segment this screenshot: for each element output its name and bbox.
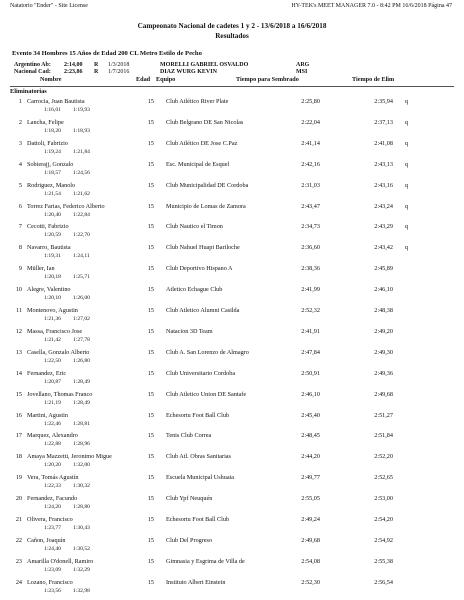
split-time: 1:20,87 <box>44 378 61 385</box>
team-name: Club Ypf Neuquén <box>166 495 213 503</box>
swimmer-age: 15 <box>147 307 154 314</box>
place-number: 6 <box>18 202 22 210</box>
split-time: 1:23,77 <box>44 525 61 531</box>
team-name: Escuela Municipal Ushuaia <box>166 474 235 482</box>
seed-time: 2:22,04 <box>301 118 320 126</box>
column-team-header: Equipo <box>156 76 176 83</box>
final-time: 2:52,65 <box>374 474 393 482</box>
swimmer-name: Rodriguez, Manolo <box>27 181 76 189</box>
result-row <box>10 389 454 409</box>
swimmer-name: Cecotti, Fabrizio <box>27 223 69 231</box>
swimmer-name: Cañon, Joaquín <box>27 536 66 544</box>
result-row <box>10 514 454 534</box>
swimmer-age: 15 <box>147 286 154 294</box>
swimmer-name: Sobierajj, Gonzalo <box>27 160 74 168</box>
swimmer-name: Lancha, Felipe <box>27 118 64 126</box>
team-name: Club Atletico Union DE Santafe <box>166 390 247 398</box>
place-number: 17 <box>15 432 22 440</box>
swimmer-name: Fernandez, Eric <box>27 369 67 377</box>
team-name: Natacion 3D Team <box>166 327 213 335</box>
swimmer-age: 15 <box>147 536 154 544</box>
swimmer-age: 15 <box>147 474 154 482</box>
team-name: Atletico Echague Club <box>166 286 223 294</box>
swimmer-name: Vera, Tomás Agustín <box>27 474 79 482</box>
split-time: 1:26,00 <box>73 295 90 302</box>
place-number: 2 <box>18 118 22 126</box>
seed-time: 2:45,40 <box>301 411 320 419</box>
result-row <box>10 368 454 388</box>
qualifier-mark: q <box>405 118 409 126</box>
final-time: 2:49,20 <box>374 327 393 335</box>
place-number: 11 <box>16 307 22 314</box>
team-name: Club Del Progreso <box>166 536 213 544</box>
team-name: Tenis Club Correa <box>166 432 212 440</box>
qualifier-mark: q <box>405 223 409 231</box>
split-time: 1:32,29 <box>73 566 90 573</box>
column-header-row <box>10 76 454 87</box>
final-time: 2:54,92 <box>374 536 393 544</box>
place-number: 21 <box>15 516 22 523</box>
place-number: 14 <box>15 369 22 377</box>
final-time: 2:51,84 <box>374 432 393 440</box>
seed-time: 2:42,16 <box>301 160 320 168</box>
place-number: 18 <box>15 453 22 461</box>
result-row <box>10 556 454 576</box>
final-time: 2:43,16 <box>374 181 393 189</box>
result-row <box>10 96 454 116</box>
split-time: 1:21,84 <box>73 148 90 155</box>
place-number: 4 <box>18 160 22 168</box>
place-number: 22 <box>15 536 22 544</box>
swimmer-name: Casella, Gonzalo Alberto <box>27 348 90 356</box>
split-time: 1:21,36 <box>44 316 61 322</box>
place-number: 5 <box>18 181 22 189</box>
record-code: R <box>94 69 99 75</box>
software-header: HY-TEK's MEET MANAGER 7.0 - 8:42 PM 16/6/2018 Página 47 <box>291 3 452 9</box>
result-row <box>10 472 454 492</box>
seed-time: 2:52,32 <box>301 307 320 314</box>
seed-time: 2:41,14 <box>301 139 320 147</box>
split-time: 1:18,93 <box>73 127 90 134</box>
split-time: 1:20,10 <box>44 295 61 302</box>
swimmer-age: 15 <box>147 411 154 419</box>
result-row <box>10 284 454 304</box>
section-heading: Eliminatorias <box>10 88 47 95</box>
place-number: 16 <box>15 411 22 419</box>
team-name: Club Municipalidad DE Cordoba <box>166 181 249 189</box>
record-code: R <box>94 62 99 68</box>
seed-time: 2:41,99 <box>301 286 320 294</box>
final-time: 2:49,30 <box>374 348 393 356</box>
column-age-header: Edad <box>136 76 151 83</box>
column-final-header: Tiempo de Elim <box>352 76 395 83</box>
team-name: Club Atlético DE Jose C.Paz <box>166 139 238 147</box>
seed-time: 2:46,10 <box>301 390 320 398</box>
swimmer-name: Alegre, Valentino <box>27 286 71 294</box>
final-time: 2:35,94 <box>374 98 393 105</box>
final-time: 2:43,42 <box>374 244 393 252</box>
result-row <box>10 430 454 450</box>
split-time: 1:18,57 <box>44 169 61 176</box>
seed-time: 2:54,08 <box>301 557 320 565</box>
qualifier-mark: q <box>405 160 409 168</box>
swimmer-name: Carrocia, Juan Bautista <box>27 98 85 105</box>
final-time: 2:51,27 <box>374 411 393 419</box>
split-time: 1:20,18 <box>44 274 61 281</box>
place-number: 7 <box>18 223 22 231</box>
team-name: Club Atl. Obras Sanitarias <box>166 453 231 461</box>
swimmer-name: Marquez, Alexandro <box>27 432 78 440</box>
split-time: 1:21,42 <box>44 336 61 343</box>
split-time: 1:19,93 <box>73 107 90 113</box>
place-number: 1 <box>18 98 22 105</box>
split-time: 1:24,40 <box>44 545 61 552</box>
seed-time: 2:48,45 <box>301 432 320 440</box>
meet-title: Campeonato Nacional de cadetes 1 y 2 - 13/6/2018 a 16/6/2018 <box>137 22 327 30</box>
results-subtitle: Resultados <box>215 32 249 40</box>
swimmer-age: 15 <box>147 98 154 105</box>
final-time: 2:43,13 <box>374 160 393 168</box>
record-holder: DIAZ WURG KEVIN <box>160 69 217 75</box>
final-time: 2:37,13 <box>374 118 393 126</box>
qualifier-mark: q <box>405 181 409 189</box>
team-name: Club Deportivo Hispano A <box>166 265 233 273</box>
swimmer-age: 15 <box>147 369 154 377</box>
split-time: 1:20,40 <box>44 211 61 218</box>
seed-time: 2:31,03 <box>301 181 320 189</box>
record-holder: MORELLI GABRIEL OSVALDO <box>160 62 249 68</box>
swimmer-age: 15 <box>147 223 154 231</box>
split-time: 1:28,49 <box>73 399 90 406</box>
result-row <box>10 347 454 367</box>
result-row <box>10 117 454 137</box>
split-time: 1:30,43 <box>73 525 90 531</box>
record-team: ARG <box>296 62 310 68</box>
swimmer-age: 15 <box>147 453 154 461</box>
split-time: 1:18,20 <box>44 127 61 134</box>
final-time: 2:54,20 <box>374 516 393 523</box>
split-time: 1:24,20 <box>44 504 61 511</box>
final-time: 2:43,29 <box>374 223 393 231</box>
split-time: 1:19,31 <box>44 253 61 260</box>
swimmer-name: Olivera, Francisco <box>27 516 73 523</box>
seed-time: 2:25,80 <box>301 98 320 105</box>
swimmer-name: Fernandez, Facundo <box>27 495 78 503</box>
split-time: 1:27,02 <box>73 316 90 322</box>
result-row <box>10 326 454 346</box>
result-row <box>10 451 454 471</box>
split-time: 1:30,52 <box>73 545 90 552</box>
seed-time: 2:52,30 <box>301 578 320 586</box>
final-time: 2:53,00 <box>374 495 393 503</box>
team-name: Esc. Municipal de Esquel <box>166 160 230 168</box>
split-time: 1:26,80 <box>73 357 90 364</box>
swimmer-name: Amaya Mazzetti, Jeronimo Migue <box>27 453 112 461</box>
swimmer-name: Lozano, Francisco <box>27 578 73 586</box>
swimmer-age: 15 <box>147 327 154 335</box>
split-time: 1:22,84 <box>73 211 90 218</box>
seed-time: 2:43,47 <box>301 202 320 210</box>
place-number: 24 <box>15 578 22 586</box>
team-name: Echesortu Foot Ball Club <box>166 411 230 419</box>
swimmer-age: 15 <box>147 202 154 210</box>
record-date: 1/7/2016 <box>108 69 130 75</box>
place-number: 19 <box>15 474 22 482</box>
swimmer-age: 15 <box>147 118 154 126</box>
split-time: 1:22,33 <box>44 483 61 490</box>
swimmer-age: 15 <box>147 516 154 523</box>
result-row <box>10 263 454 283</box>
team-name: Club Atlético River Plate <box>166 98 229 105</box>
seed-time: 2:36,60 <box>301 244 320 252</box>
place-number: 8 <box>18 244 22 252</box>
result-row <box>10 305 454 325</box>
split-time: 1:20,59 <box>44 232 61 239</box>
swimmer-name: Torrez Farias, Federico Alberto <box>27 202 105 210</box>
swimmer-name: Jovellano, Thomas Franco <box>27 390 93 398</box>
result-row <box>10 201 454 221</box>
place-number: 9 <box>18 265 22 273</box>
final-time: 2:49,36 <box>374 369 393 377</box>
swimmer-age: 15 <box>147 139 154 147</box>
seed-time: 2:34,73 <box>301 223 320 231</box>
swimmer-age: 15 <box>147 495 154 503</box>
swimmer-age: 15 <box>147 160 154 168</box>
seed-time: 2:49,68 <box>301 536 320 544</box>
swimmer-age: 15 <box>147 348 154 356</box>
license-header: Natatorio "Ender" - Site License <box>10 3 88 9</box>
swimmer-name: Massa, Francisco Jose <box>27 327 83 335</box>
record-team: MSI <box>296 69 308 75</box>
swimmer-age: 15 <box>147 432 154 440</box>
swimmer-age: 15 <box>147 265 154 273</box>
team-name: Club Universitario Cordoba <box>166 369 236 377</box>
seed-time: 2:41,91 <box>301 327 320 335</box>
final-time: 2:43,24 <box>374 202 393 210</box>
seed-time: 2:47,84 <box>301 348 320 356</box>
result-row <box>10 242 454 262</box>
split-time: 1:22,70 <box>73 232 90 239</box>
record-label: Argentino Ab: <box>14 62 51 68</box>
split-time: 1:30,32 <box>73 483 90 490</box>
team-name: Club Nautico el Timon <box>166 223 223 231</box>
qualifier-mark: q <box>405 139 409 147</box>
split-time: 1:28,80 <box>73 504 90 511</box>
result-row <box>10 159 454 179</box>
final-time: 2:55,38 <box>374 557 393 565</box>
team-name: Instituto Albert Einstein <box>166 578 226 586</box>
seed-time: 2:38,36 <box>301 265 320 273</box>
final-time: 2:49,68 <box>374 390 393 398</box>
split-time: 1:22,46 <box>44 420 61 427</box>
place-number: 12 <box>15 327 22 335</box>
split-time: 1:27,78 <box>73 336 90 343</box>
swimmer-name: Martini, Agustin <box>27 411 68 419</box>
place-number: 3 <box>18 139 22 147</box>
split-time: 1:20,20 <box>44 462 61 469</box>
swimmer-age: 15 <box>147 390 154 398</box>
swimmer-name: Navarro, Bautista <box>27 244 71 252</box>
split-time: 1:24,11 <box>73 253 90 260</box>
final-time: 2:46,10 <box>374 286 393 294</box>
qualifier-mark: q <box>405 244 409 252</box>
final-time: 2:45,89 <box>374 265 393 273</box>
swimmer-name: Müller, Ian <box>27 265 55 273</box>
split-time: 1:32,00 <box>73 462 90 469</box>
seed-time: 2:49,77 <box>301 474 320 482</box>
result-row <box>10 577 454 597</box>
qualifier-mark: q <box>405 98 409 105</box>
seed-time: 2:49,24 <box>301 516 320 523</box>
result-row <box>10 138 454 158</box>
swimmer-age: 15 <box>147 578 154 586</box>
record-label: Nacional Cad: <box>14 69 51 75</box>
swimmer-age: 15 <box>147 181 154 189</box>
split-time: 1:24,56 <box>73 169 90 176</box>
split-time: 1:22,88 <box>44 441 61 448</box>
split-time: 1:21,62 <box>73 190 90 197</box>
record-date: 1/3/2018 <box>108 62 130 68</box>
seed-time: 2:50,91 <box>301 369 320 377</box>
result-row <box>10 535 454 555</box>
team-name: Club A. San Lorenzo de Almagro <box>166 348 249 356</box>
result-row <box>10 410 454 430</box>
record-time: 2:14,00 <box>64 62 83 68</box>
final-time: 2:56,54 <box>374 578 393 586</box>
place-number: 23 <box>15 557 22 565</box>
result-row <box>10 493 454 513</box>
split-time: 1:32,98 <box>73 587 90 594</box>
place-number: 10 <box>15 286 22 294</box>
result-row <box>10 180 454 200</box>
team-name: Club Belgrano DE San Nicolas <box>166 118 244 126</box>
split-time: 1:28,81 <box>73 420 90 427</box>
place-number: 20 <box>15 495 22 503</box>
split-time: 1:22,50 <box>44 357 61 364</box>
split-time: 1:21,54 <box>44 190 61 197</box>
result-row <box>10 221 454 241</box>
final-time: 2:41,08 <box>374 139 393 147</box>
swimmer-age: 15 <box>147 557 154 565</box>
swimmer-name: Montenovo, Agustin <box>27 307 78 314</box>
team-name: Municipio de Lomas de Zamora <box>166 202 246 210</box>
split-time: 1:23,09 <box>44 566 61 573</box>
team-name: Club Atletico Alumni Casilda <box>166 307 240 314</box>
team-name: Club Nahuel Huapi Bariloche <box>166 244 240 252</box>
team-name: Gimnasia y Esgrima de Villa de <box>166 557 245 565</box>
final-time: 2:52,20 <box>374 453 393 461</box>
event-title: Evento 34 Hombres 15 Años de Edad 200 CL Metro Estilo de Pecho <box>12 50 202 57</box>
qualifier-mark: q <box>405 202 409 210</box>
column-name-header: Nombre <box>40 76 62 83</box>
split-time: 1:19,24 <box>44 148 61 155</box>
swimmer-name: Amarilla O'donell, Ramiro <box>27 557 94 565</box>
split-time: 1:28,96 <box>73 441 90 448</box>
team-name: Echesortu Foot Ball Club <box>166 516 230 523</box>
split-time: 1:25,71 <box>73 274 90 281</box>
place-number: 15 <box>15 390 22 398</box>
place-number: 13 <box>15 348 22 356</box>
final-time: 2:48,38 <box>374 307 393 314</box>
split-time: 1:16,01 <box>44 107 61 113</box>
split-time: 1:28,49 <box>73 378 90 385</box>
swimmer-age: 15 <box>147 244 154 252</box>
swimmer-name: Dattoli, Fabrizio <box>27 139 68 147</box>
seed-time: 2:55,05 <box>301 495 320 503</box>
record-time: 2:23,86 <box>64 69 83 75</box>
column-seed-header: Tiempo para Sembrado <box>236 76 299 83</box>
split-time: 1:21,19 <box>44 399 61 406</box>
seed-time: 2:44,20 <box>301 453 320 461</box>
split-time: 1:23,56 <box>44 587 61 594</box>
